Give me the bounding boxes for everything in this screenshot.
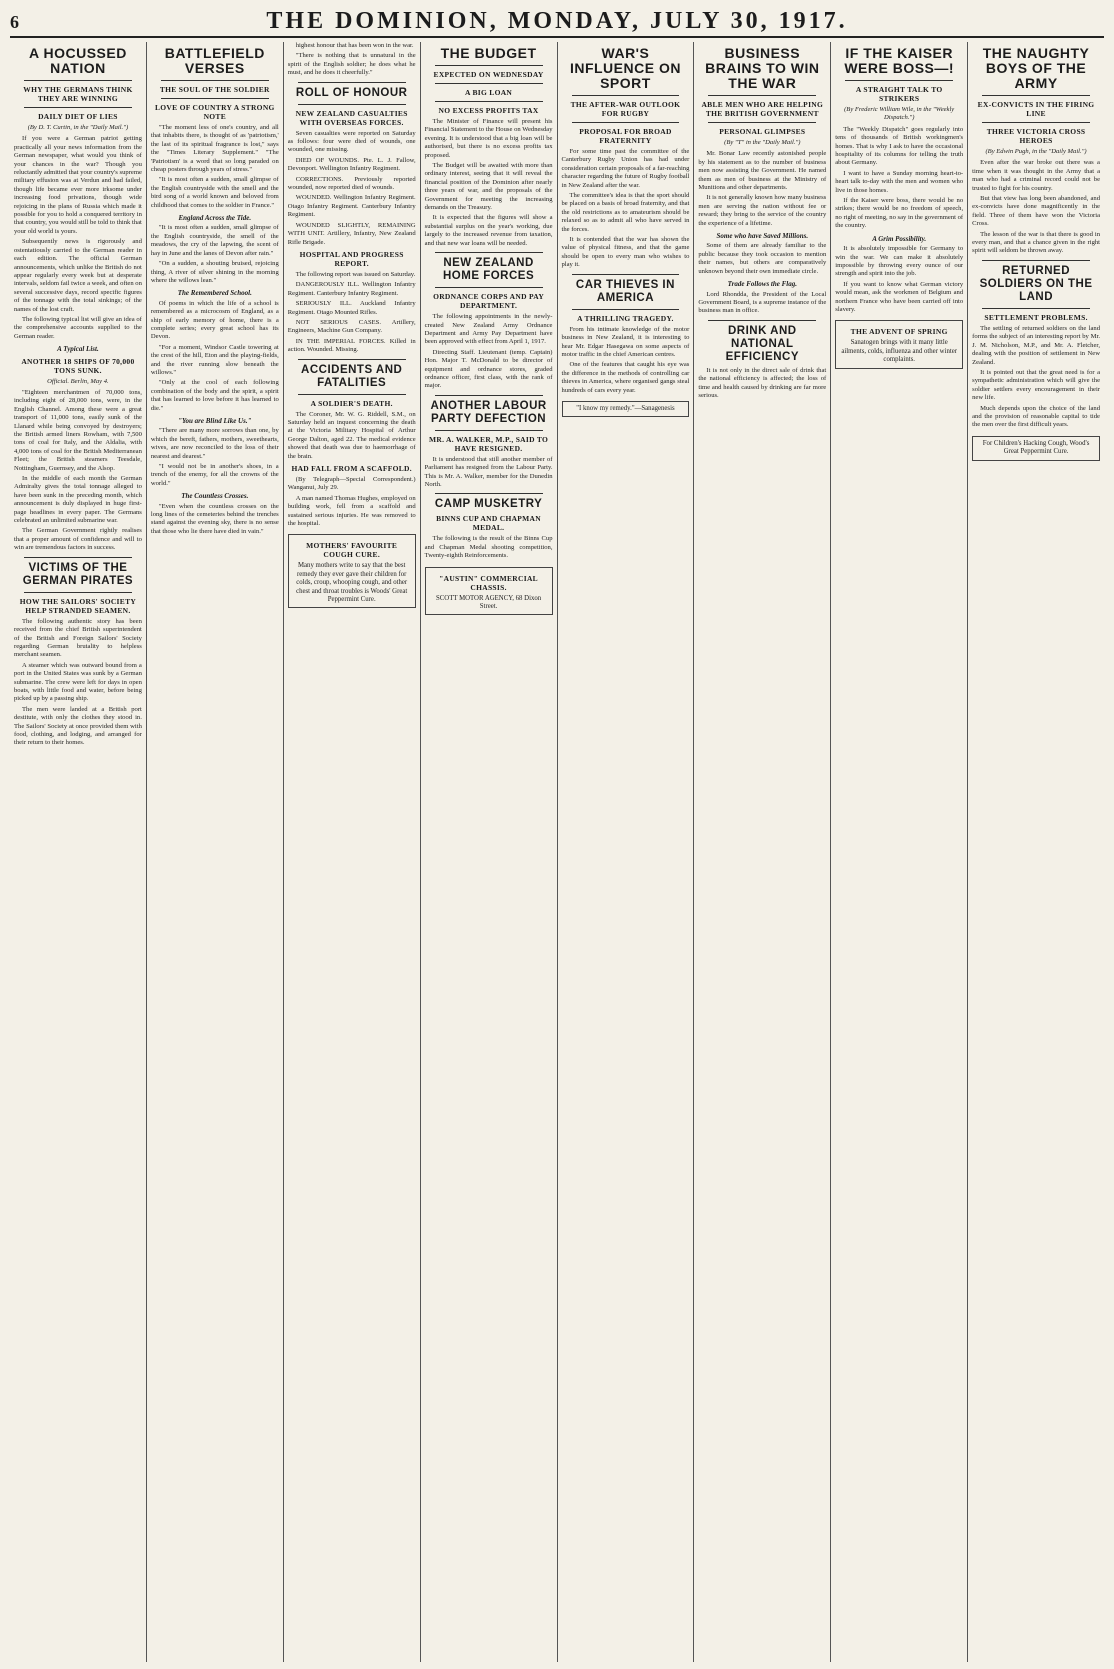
subhead: WHY THE GERMANS THINK THEY ARE WINNING bbox=[23, 85, 133, 103]
byline: (By Frederic William Wile, in the "Weekly Dispatch.") bbox=[844, 106, 955, 122]
headline-car-thieves: CAR THIEVES IN AMERICA bbox=[575, 278, 675, 304]
subhead: THREE VICTORIA CROSS HEROES bbox=[986, 127, 1086, 145]
headline-returned-soldiers: RETURNED SOLDIERS ON THE LAND bbox=[979, 264, 1093, 303]
section-head: The Countless Crosses. bbox=[181, 492, 249, 501]
headline-roll-of-honour: ROLL OF HONOUR bbox=[295, 86, 408, 99]
paragraph: It is absolutely impossible for Germany to win the war. We can make it absolutely impossible by throwing every ounce of our strength and spirit into the job. bbox=[835, 245, 964, 278]
subhead: HAD FALL FROM A SCAFFOLD. bbox=[291, 464, 412, 473]
paragraph: It is expected that the figures will show a substantial surplus on the year's working, due largely to the increased revenue from taxation, and that new war loans will be needed. bbox=[424, 214, 553, 247]
subhead: MR. A. WALKER, M.P., SAID TO HAVE RESIGNED. bbox=[428, 434, 549, 453]
subhead: EXPECTED ON WEDNESDAY bbox=[433, 70, 544, 79]
columns bbox=[10, 42, 1104, 1662]
paragraph: It is not only in the direct sale of drink that the national efficiency is affected; the loss of time and health caused by drinking are far more serious. bbox=[698, 366, 827, 399]
paragraph: IN THE IMPERIAL FORCES. Killed in action. Wounded. Missing. bbox=[287, 337, 416, 354]
headline-labour-defection: ANOTHER LABOUR PARTY DEFECTION bbox=[430, 399, 547, 425]
ad-headline: "AUSTIN" COMMERCIAL CHASSIS. bbox=[439, 573, 538, 592]
paragraph: (By Telegraph—Special Correspondent.) Wanganui, July 29. bbox=[287, 476, 416, 492]
byline: (By Edwin Pugh, in the "Daily Mail.") bbox=[985, 148, 1087, 155]
paragraph: "On a sudden, a shouting bruised, rejoicing thing, A river of silver shining in the morning where the willows lean." bbox=[150, 260, 279, 284]
paragraph: "Even when the countless crosses on the long lines of the cemeteries behind the trenches stand against the evening sky, there is no sense that those who lie there have died in vain." bbox=[150, 502, 279, 535]
column-4 bbox=[421, 42, 558, 1662]
paragraph: DIED OF WOUNDS. Pte. L. J. Fallow, Devonport. Wellington Infantry Regiment. bbox=[287, 156, 416, 173]
paragraph: SERIOUSLY ILL. Auckland Infantry Regiment. Otago Mounted Rifles. bbox=[287, 300, 416, 316]
paragraph: "It is most often a sudden, small glimpse of the English countryside with the smell and the bird song of a world known and beloved from childhood that comes to the soldier in France." bbox=[150, 176, 279, 209]
paragraph: The "Weekly Dispatch" goes regularly into tens of thousands of British workingmen's homes. That is why I ask to have the occasional hospitality of its columns for telling the truth about Germany. bbox=[835, 125, 964, 167]
headline-home-forces: NEW ZEALAND HOME FORCES bbox=[443, 257, 535, 283]
byline: (By D. T. Curtin, in the "Daily Mail.") bbox=[27, 124, 129, 131]
paragraph: WOUNDED. Wellington Infantry Regiment. Otago Infantry Regiment. Canterbury Infantry Regiment. bbox=[287, 194, 416, 219]
paragraph: For some time past the committee of the Canterbury Rugby Union has had under consideration certain proposals of a far-reaching character regarding the future of Rugby football in New Zealand after the war. bbox=[561, 148, 690, 189]
subhead: ABLE MEN WHO ARE HELPING THE BRITISH GOVERNMENT bbox=[701, 100, 824, 118]
paragraph: Seven casualties were reported on Saturday as follows: four were died of wounds, one wounded, one missing. bbox=[287, 129, 416, 154]
section-head: HOSPITAL AND PROGRESS REPORT. bbox=[299, 249, 404, 268]
paragraph: It is not generally known how many business men are serving the nation without fee or reward; they bring to the service of the country the experience of a lifetime. bbox=[698, 194, 827, 227]
subhead: SETTLEMENT PROBLEMS. bbox=[984, 312, 1088, 322]
paragraph: The following appointments in the newly-created New Zealand Army Ordnance Department and Army Pay Department have been approved with effect from April 1, 1917. bbox=[424, 313, 553, 346]
paragraph: NOT SERIOUS CASES. Artillery, Engineers, Machine Gun Company. bbox=[287, 318, 416, 335]
headline-the-budget: THE BUDGET bbox=[440, 45, 537, 61]
paragraph: The men were landed at a British port destitute, with only the clothes they stood in. The Sailors' Society at once provided them with food, clothing, and lodging, and arranged for their return to their homes. bbox=[14, 705, 142, 747]
paragraph: A steamer which was outward bound from a port in the United States was sunk by a German submarine. The crew were left for days in open boats, with little food and water, before being picked up by a passing ship. bbox=[14, 661, 142, 703]
subhead: A THRILLING TRAGEDY. bbox=[577, 313, 674, 323]
paragraph: "For a moment, Windsor Castle towering at the crest of the hill, Eton and the playing-fields, and the river running slow beneath the willows." bbox=[150, 343, 279, 376]
advertisement bbox=[425, 567, 553, 616]
headline-battlefield-verses: BATTLEFIELD VERSES bbox=[164, 45, 265, 76]
headline-naughty-boys: THE NAUGHTY BOYS OF THE ARMY bbox=[982, 45, 1090, 91]
advertisement bbox=[835, 320, 963, 368]
column-8 bbox=[968, 42, 1104, 1662]
section-head: Some who have Saved Millions. bbox=[716, 232, 809, 241]
subhead: A SOLDIER'S DEATH. bbox=[310, 398, 393, 408]
paragraph: Mr. Bonar Law recently astonished people by his statement as to the number of business men now assisting the Government. He named them as men of business at the Ministry of Munitions and other departments. bbox=[698, 150, 827, 192]
headline-hocussed-nation: A HOCUSSED NATION bbox=[29, 45, 127, 76]
paragraph: But that view has long been abandoned, and ex-convicts have done magnificently in the field. Three of them have won the Victoria Cross. bbox=[972, 195, 1100, 228]
paragraph: CORRECTIONS. Previously reported wounded, now reported died of wounds. bbox=[287, 175, 416, 192]
column-7 bbox=[831, 42, 968, 1662]
paragraph: "Only at the cool of each following combination of the body and the spirit, a spirit that has learned to love before it has learned to die." bbox=[150, 379, 279, 412]
section-head: The Remembered School. bbox=[177, 289, 252, 298]
section-head: England Across the Tide. bbox=[178, 214, 252, 223]
paper-title: THE DOMINION, MONDAY, JULY 30, 1917. bbox=[266, 8, 848, 34]
paragraph: It is understood that still another member of Parliament has resigned from the Labour Party. This is Mr. A. Walker, member for the Dunedin North. bbox=[424, 455, 553, 488]
ad-text: SCOTT MOTOR AGENCY, 68 Dixon Street. bbox=[435, 594, 542, 610]
paragraph: The following typical list will give an idea of the comprehensive accounts supplied to the German reader. bbox=[14, 315, 142, 340]
paragraph: "It is most often a sudden, small glimpse of the English countryside, the smell of the meadows, the cry of the lapwing, the scent of hay in June and the lanes of Devon after rain." bbox=[150, 224, 279, 257]
paragraph: I want to have a Sunday morning heart-to-heart talk to-day with the men and women who live in those homes. bbox=[835, 169, 964, 194]
paragraph: The following report was issued on Saturday. bbox=[295, 270, 416, 278]
paragraph: The following authentic story has been received from the chief British superintendent of the British and Foreign Sailors' Society regarding German brutality to helpless merchant seamen. bbox=[14, 617, 142, 659]
headline-wars-influence-sport: WAR'S INFLUENCE ON SPORT bbox=[569, 45, 681, 91]
paragraph: Even after the war broke out there was a time when it was thought in the Army that a man who had a criminal record could not be trusted to fight for his country. bbox=[972, 159, 1100, 192]
advertisement bbox=[288, 534, 416, 608]
headline-drink-efficiency: DRINK AND NATIONAL EFFICIENCY bbox=[725, 324, 799, 363]
column-2 bbox=[147, 42, 284, 1662]
paragraph: Much depends upon the choice of the land and the provision of reasonable capital to tide the men over the first difficult years. bbox=[972, 404, 1100, 429]
column-6 bbox=[694, 42, 831, 1662]
paragraph: highest honour that has been won in the war. bbox=[295, 42, 414, 49]
paragraph: Of poems in which the life of a school is remembered as a microcosm of England, as a ship of early memory of home, there is a complete series; every great school has its Devon. bbox=[150, 299, 279, 341]
paragraph: One of the features that caught his eye was the difference in the methods of controlling car thieves in America, where organised gangs steal hundreds of cars every year. bbox=[561, 361, 690, 394]
subhead: THE SOUL OF THE SOLDIER bbox=[159, 85, 270, 94]
advertisement bbox=[972, 436, 1100, 461]
ad-headline: THE ADVENT OF SPRING bbox=[850, 327, 948, 337]
byline: (By "T" in the "Daily Mail.") bbox=[724, 139, 801, 146]
paragraph: The committee's idea is that the sport should be placed on a basis of broad fraternity, and that the old restrictions as to amateurism should be relaxed so as to admit all who have served in the forces. bbox=[561, 192, 690, 233]
paragraph: If the Kaiser were boss, there would be no strikes; there would be no freedom of speech, no right of meeting, no say in the government of the country. bbox=[835, 197, 964, 230]
headline-camp-musketry: CAMP MUSKETRY bbox=[434, 498, 543, 511]
subhead: HOW THE SAILORS' SOCIETY HELP STRANDED SEAMEN. bbox=[19, 596, 137, 615]
paragraph: The German Government rightly realises that a proper amount of confidence and will to win are tremendous factors in success. bbox=[14, 527, 142, 552]
subhead: LOVE OF COUNTRY A STRONG NOTE bbox=[154, 103, 275, 121]
paragraph: WOUNDED SLIGHTLY, REMAINING WITH UNIT. Artillery, Infantry, New Zealand Rifle Brigade. bbox=[287, 221, 416, 246]
paragraph: "There are many more sorrows than one, by which the bereft, fathers, mothers, sweethearts, wives, are now reconciled to the loss of their nearest and dearest." bbox=[150, 427, 279, 460]
subhead: THE AFTER-WAR OUTLOOK FOR RUGBY bbox=[570, 100, 681, 118]
paragraph: The Budget will be awaited with more than ordinary interest, seeing that it will reveal the financial position of the Dominion after nearly three years of war, and the proposals of the Government for meeting the increasing demands on the Treasury. bbox=[424, 162, 553, 212]
paragraph: The Coroner, Mr. W. G. Riddell, S.M., on Saturday held an inquest concerning the death at the Victoria Military Hospital of Arthur George Dalton, aged 22. The medical evidence showed that death was due to haemorrhage of the brain. bbox=[287, 410, 416, 460]
section-head: "You are Blind Like Us." bbox=[178, 417, 252, 425]
paragraph: If you were a German patriot getting practically all your news information from the German newspaper, what would you think of your chances in the war? Though you reluctantly admitted that your country's supreme military effusion was at Verdun and had failed, though life became ever more irksome under increasing food privations, though wide rejoicing in the plans of Russia which made it possible for you to hold a conquered territory in that country, you would still be told to think that your old world is yours. bbox=[14, 135, 142, 235]
subhead: NEW ZEALAND CASUALTIES WITH OVERSEAS FORCES. bbox=[295, 108, 408, 127]
subhead: PROPOSAL FOR BROAD FRATERNITY bbox=[579, 127, 672, 145]
paragraph: Subsequently news is rigorously and ostentatiously carried to the German reader in each edition. The official German announcements, which unlike the British do not appear regularly every week but at desperate intervals, seldom fail twice a week, and often on several successive days, record specific figures of the tonnage with the total sinkings; of the names of the lost craft. bbox=[14, 238, 142, 313]
paragraph: The lesson of the war is that there is good in every man, and that a chance given in the right spirit will seldom be thrown away. bbox=[972, 230, 1100, 255]
paragraph: "The moment less of one's country, and all that inhabits there, is thought of as 'patriotism,' the last of its spiritual fragrance is lost," says the "Times Literary Supplement." "The 'Patriotism' is a word that so long paraded on cheap posters through years of stress." bbox=[150, 124, 279, 174]
section-head: A Typical List. bbox=[57, 345, 99, 354]
advertisement bbox=[562, 401, 690, 417]
section-head: A Grim Possibility. bbox=[872, 234, 927, 243]
paragraph: From his intimate knowledge of the motor business in New Zealand, it is interesting to hear Mr. Edgar Hasegawa on some aspects of motor traffic in the chief American centres. bbox=[561, 325, 690, 358]
subhead: NO EXCESS PROFITS TAX bbox=[438, 106, 539, 115]
paragraph: It is pointed out that the great need is for a sympathetic administration which will give the soldier settlers every encouragement in their new life. bbox=[972, 368, 1100, 402]
headline-kaiser-boss: IF THE KAISER WERE BOSS—! bbox=[844, 45, 955, 76]
subhead: BINNS CUP AND CHAPMAN MEDAL. bbox=[436, 514, 541, 533]
paragraph: In the middle of each month the German Admiralty gives the total tonnage alleged to have been sunk in the preceding month, which announcement is duly displayed in huge first-page headlines in every paper. The Germans celebrated an unlimited submarine war. bbox=[14, 475, 142, 525]
column-5 bbox=[558, 42, 695, 1662]
paragraph: If you want to know what German victory would mean, ask the workmen of Belgium and northern France who have been carried off into slavery. bbox=[835, 280, 964, 313]
subhead: PERSONAL GLIMPSES bbox=[719, 127, 806, 136]
paragraph: "There is nothing that is unnatural in the spirit of the English soldier; he does what he must, and he does it cheerfully." bbox=[287, 52, 416, 77]
paragraph: A man named Thomas Hughes, employed on building work, fell from a scaffold and sustained serious injuries. He was removed to the hospital. bbox=[287, 494, 416, 528]
page-number: 6 bbox=[10, 12, 19, 32]
paragraph: Some of them are already familiar to the public because they took occasion to mention their names, but others are comparatively unknown beyond their own immediate circle. bbox=[698, 242, 827, 275]
headline-victims-german-pirates: VICTIMS OF THE GERMAN PIRATES bbox=[22, 561, 134, 587]
paragraph: "I would not be in another's shoes, in a trench of the enemy, for all the crowns of the world." bbox=[150, 463, 279, 487]
headline-accidents: ACCIDENTS AND FATALITIES bbox=[301, 363, 403, 389]
masthead bbox=[10, 8, 1104, 38]
paragraph: It is contended that the war has shown the value of physical fitness, and that the game should be open to every man who wishes to play it. bbox=[561, 236, 690, 269]
paragraph: The settling of returned soldiers on the land forms the subject of an interesting report by Mr. J. M. Nicholson, M.P., and Mr. A. Fletcher, dealing with the position of settlement in New Zealand. bbox=[972, 324, 1100, 366]
ad-text: Sanatogen brings with it many little ailments, colds, influenza and other winter complaints. bbox=[841, 339, 958, 364]
paragraph: The following is the result of the Binns Cup and Chapman Medal shooting competition, Twenty-eighth Reinforcements. bbox=[424, 535, 553, 560]
paragraph: Directing Staff. Lieutenant (temp. Captain) Hon. Major T. McDonald to be director of equipment and ordnance stores, graded ordnance officer, first class, with the rank of major. bbox=[424, 348, 553, 390]
paragraph: "Eighteen merchantmen of 70,000 tons, including eight of 28,000 tons, were, in the English Channel. Among these were a great transport of 11,000 tons, easily sunk of the Llanard while being convoyed by destroyers; the British armed liners Rowham, with 7,500 tons of coal for Italy, and the Aldalia, with 4,000 tons of coal for the British Mediterranean Fleet; the British steamers Teesdale, Nottingham, Guernsey, and the Alsop. bbox=[14, 388, 142, 472]
subhead: A BIG LOAN bbox=[464, 88, 513, 97]
ad-text: Many mothers write to say that the best remedy they ever gave their children for colds, croup, whooping cough, and other chest and throat troubles is Woods' Great Peppermint Cure. bbox=[296, 562, 408, 604]
subhead: ANOTHER 18 SHIPS OF 70,000 TONS SUNK. bbox=[21, 356, 135, 375]
ad-text: For Children's Hacking Cough, Wood's Great Peppermint Cure. bbox=[982, 439, 1090, 456]
headline-business-brains: BUSINESS BRAINS TO WIN THE WAR bbox=[705, 45, 820, 91]
section-head: Trade Follows the Flag. bbox=[727, 280, 797, 289]
paragraph: Lord Rhondda, the President of the Local Government Board, is a supreme instance of the business man in office. bbox=[698, 290, 827, 315]
ad-text: "I know my remedy."—Sanagenesis bbox=[576, 404, 675, 412]
dateline: Official. Berlin, May 4. bbox=[47, 377, 109, 385]
subhead: A STRAIGHT TALK TO STRIKERS bbox=[855, 85, 943, 103]
ad-headline: MOTHERS' FAVOURITE COUGH CURE. bbox=[306, 541, 398, 560]
paragraph: The Minister of Finance will present his Financial Statement to the House on Wednesday evening. It is understood that a big loan will be authorised, but there is no excess profits tax proposed. bbox=[424, 118, 553, 159]
subhead: EX-CONVICTS IN THE FIRING LINE bbox=[977, 100, 1095, 118]
paragraph: DANGEROUSLY ILL. Wellington Infantry Regiment. Canterbury Infantry Regiment. bbox=[287, 281, 416, 297]
subhead: ORDNANCE CORPS AND PAY DEPARTMENT. bbox=[433, 292, 545, 311]
subhead: DAILY DIET OF LIES bbox=[38, 112, 118, 121]
column-3 bbox=[284, 42, 421, 1662]
column-1 bbox=[10, 42, 147, 1662]
